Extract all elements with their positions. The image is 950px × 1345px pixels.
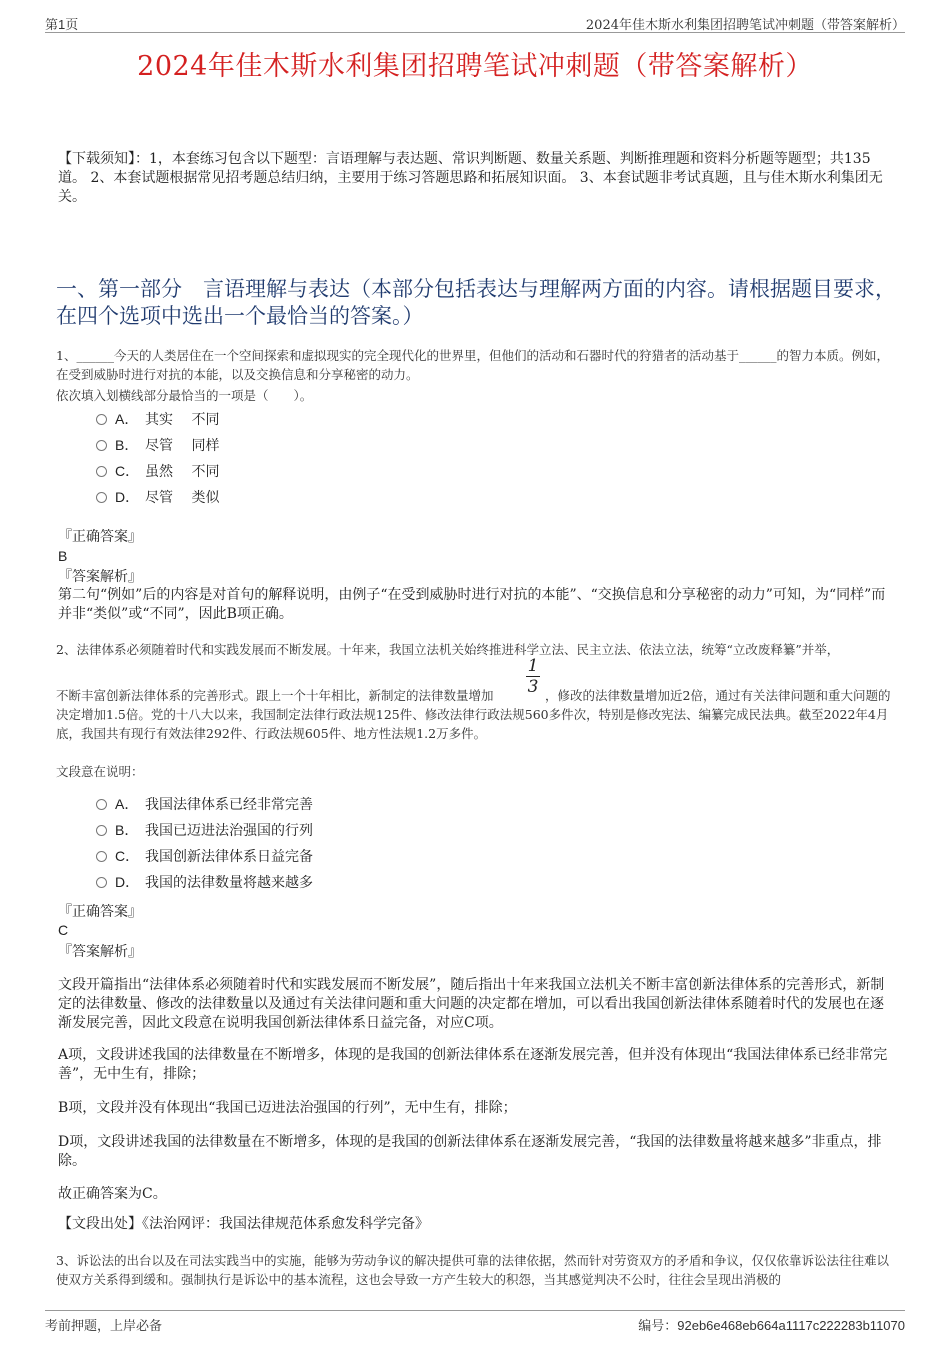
question-1-analysis: 第二句“例如”后的内容是对首句的解释说明，由例子“在受到威胁时进行对抗的本能”、“交换信息和分享秘密的动力”可知，为“同样”而并非“类似”或“不同”，因此B项正确。 [58,587,886,622]
question-1-option-c[interactable]: C． 虽然 不同 [96,458,219,484]
question-2-option-b[interactable]: B． 我国已迈进法治强国的行列 [96,817,313,843]
section-title: 一、第一部分 言语理解与表达（本部分包括表达与理解两方面的内容。请根据题目要求，在四个选项中选出一个最恰当的答案。） [56,277,896,328]
question-2-option-d[interactable]: D． 我国的法律数量将越来越多 [96,869,313,895]
question-1-prompt: 依次填入划横线部分最恰当的一项是（ ）。 [56,388,313,403]
footer-slogan: 考前押题，上岸必备 [45,1319,163,1334]
question-1-analysis-label: 『答案解析』 [58,569,142,585]
question-1-answer: B [58,548,68,564]
question-2-source: 【文段出处】《法治网评：我国法律规范体系愈发科学完备》 [58,1216,429,1232]
question-2-stem-line2: 不断丰富创新法律体系的完善形式。跟上一个十年相比，新制定的法律数量增加 [56,688,494,703]
question-1-stem: 1、______今天的人类居住在一个空间探索和虚拟现实的完全现代化的世界里，但他们的活动和石器时代的狩猎者的活动基于______的智力本质。例如，在受到威胁时进行对抗的本能，以及交换信息和分享秘密的动力。 [56,348,889,382]
radio-icon[interactable] [96,877,107,888]
question-1-option-a[interactable]: A． 其实 不同 [96,406,219,432]
question-2-stem-line3: ，修改的法律数量增加近2倍，通过有关法律问题和重大问题的决定增加1.5倍。党的十八大以来，我国制定法律行政法规125件、修改法律行政法规560多件次，特别是修改宪法、编纂完成民法典。截至2022年4月底，我国共有现行有效法律292件、行政法规605件、地方性法规1.2万多件。 [56,688,891,741]
radio-icon[interactable] [96,466,107,477]
header-doc-title: 2024年佳木斯水利集团招聘笔试冲刺题（带答案解析） [585,18,905,33]
question-2-stem-line1: 2、法律体系必须随着时代和实践发展而不断发展。十年来，我国立法机关始终推进科学立法、民主立法、依法立法，统筹“立改废释纂”并举， [56,642,840,657]
radio-icon[interactable] [96,851,107,862]
question-2-analysis-label: 『答案解析』 [58,944,142,960]
question-2-analysis-p4: D项，文段讲述我国的法律数量在不断增多，体现的是我国的创新法律体系在逐渐发展完善，“我国的法律数量将越来越多”非重点，排除。 [58,1134,882,1169]
page-number: 第1页 [45,17,79,32]
radio-icon[interactable] [96,414,107,425]
radio-icon[interactable] [96,799,107,810]
question-2-answer-label: 『正确答案』 [58,904,142,920]
question-2-analysis-p2: A项，文段讲述我国的法律数量在不断增多，体现的是我国的创新法律体系在逐渐发展完善，但并没有体现出“我国法律体系已经非常完善”，无中生有，排除； [58,1047,888,1082]
page-footer [45,1310,905,1333]
fraction-one-third: 1 3 [527,656,539,697]
document-title: 2024年佳木斯水利集团招聘笔试冲刺题（带答案解析） [137,51,813,82]
question-2-prompt: 文段意在说明： [56,764,144,779]
question-3-stem: 3、诉讼法的出台以及在司法实践当中的实施，能够为劳动争议的解决提供可靠的法律依据，然而针对劳资双方的矛盾和争议，仅仅依靠诉讼法往往难以使双方关系得到缓和。强制执行是诉讼中的基本流程，这也会导致一方产生较大的积怨，当其感觉判决不公时，往往会呈现出消极的 [56,1253,889,1287]
question-2-analysis-p3: B项，文段并没有体现出“我国已迈进法治强国的行列”，无中生有，排除； [58,1100,517,1116]
question-2-answer: C [58,922,69,938]
radio-icon[interactable] [96,440,107,451]
question-2-analysis-p1: 文段开篇指出“法律体系必须随着时代和实践发展而不断发展”，随后指出十年来我国立法机关不断丰富创新法律体系的完善形式，新制定的法律数量、修改的法律数量以及通过有关法律问题和重大问题的决定都在增加，可以看出我国创新法律体系随着时代的发展也在逐渐发展完善，因此文段意在说明我国创新法律体系日益完备，对应C项。 [58,977,885,1031]
page-header [45,12,905,33]
question-1-option-d[interactable]: D． 尽管 类似 [96,484,219,510]
footer-code: 编号：92eb6e468eb664a1117c222283b11070 [638,1318,905,1334]
question-1-answer-label: 『正确答案』 [58,529,142,545]
radio-icon[interactable] [96,825,107,836]
question-2-option-a[interactable]: A． 我国法律体系已经非常完善 [96,791,313,817]
download-notice: 【下载须知】：1，本套练习包含以下题型：言语理解与表达题、常识判断题、数量关系题、判断推理题和资料分析题等题型；共135道。 2、本套试题根据常见招考题总结归纳，主要用于练习答题思路和拓展知识面。 3、本套试题非考试真题，且与佳木斯水利集团无关。 [58,151,883,205]
question-2-option-c[interactable]: C． 我国创新法律体系日益完备 [96,843,313,869]
question-2-options [96,791,313,895]
question-2-analysis-p5: 故正确答案为C。 [58,1186,167,1202]
question-1-options [96,406,219,510]
radio-icon[interactable] [96,492,107,503]
question-1-option-b[interactable]: B． 尽管 同样 [96,432,219,458]
